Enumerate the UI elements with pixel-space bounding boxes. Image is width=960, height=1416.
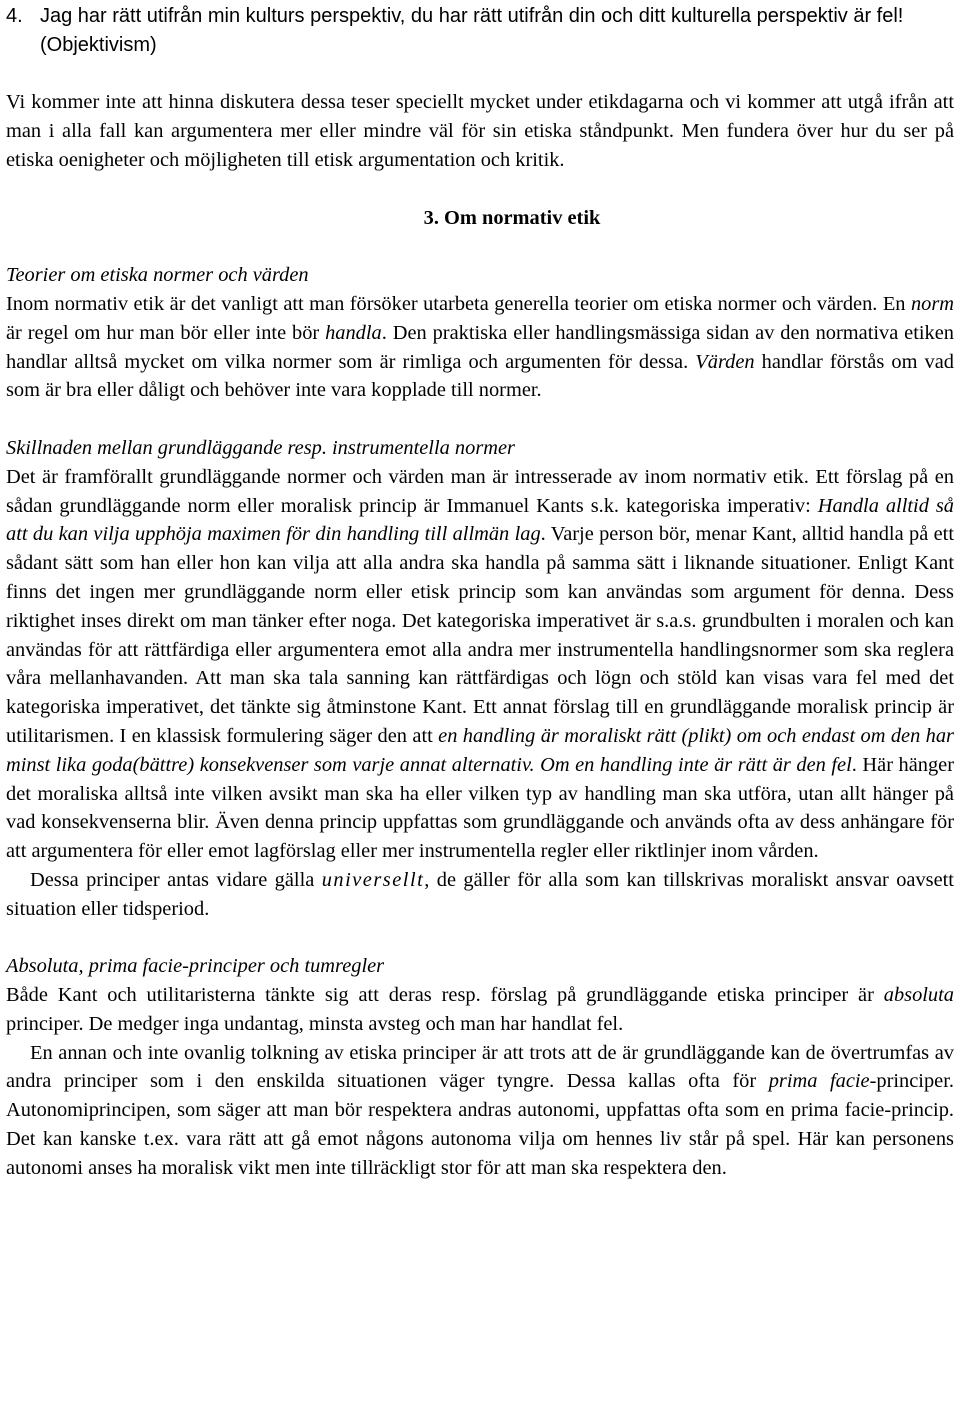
- spacer: [6, 405, 954, 434]
- spacer: [6, 60, 954, 89]
- section-heading: 3. Om normativ etik: [423, 206, 601, 229]
- intro-paragraph: Vi kommer inte att hinna diskutera dessa teser speciellt mycket under etikdagarna och vi kommer att utgå ifrån att man i alla fall kan argumentera mer eller mindre väl för sin etiska ståndpunkt. Men fundera över hur du ser på etiska oenigheter och möjligheten till etisk argumentation och kritik.: [6, 91, 954, 171]
- spacer: [6, 175, 954, 204]
- list-item: [6, 2, 954, 60]
- kant-imperative-quote: Handla alltid så att du kan vilja upphöja maximen för din handling till allmän lag: [6, 494, 954, 546]
- paragraph-absoluta: Både Kant och utilitaristerna tänkte sig att deras resp. förslag på grundläggande etiska principer är absoluta principer. De medger inga undantag, minsta avsteg och man har handlat fel.: [6, 984, 954, 1035]
- subheading-absoluta: Absoluta, prima facie-principer och tumregler: [6, 955, 385, 978]
- list-item-number: 4.: [6, 5, 23, 27]
- term-universellt: universellt: [321, 868, 425, 891]
- subheading-teorier: Teorier om etiska normer och värden: [6, 264, 309, 287]
- term-norm: norm: [910, 292, 954, 315]
- utilitarian-formulation: en handling är moraliskt rätt (plikt) om och endast om den har minst lika goda(bättre) konsekvenser som varje annat alternativ. Om en handling inte är rätt är den fel: [6, 724, 954, 776]
- subheading-skillnaden: Skillnaden mellan grundläggande resp. instrumentella normer: [6, 436, 515, 459]
- paragraph-skillnaden: Det är framförallt grundläggande normer och värden man är intresserade av inom normativ etik. Ett förslag på en sådan grundläggande norm eller moralisk princip är Immanuel Kants s.k. kategoriska imperativ: Handla alltid så att du kan vilja upphöja maximen för din handling till allmän lag. Varje person bör, menar Kant, alltid handla på ett sådant sätt som han eller hon kan vilja att alla andra ska handla på samma sätt i liknande situationer. Enligt Kant finns det ingen mer grundläggande norm eller etisk princip som kan användas som argument för denna. Dess riktighet inses direkt om man tänker efter noga. Det kategoriska imperativet är s.a.s. grundbulten i moralen och kan användas för att rättfärdiga eller argumentera emot alla andra mer instrumentella handlingsnormer som ska reglera våra mellanhavanden. Att man ska tala sanning kan rättfärdigas och lögn och stöld kan visas vara fel med det kategoriska imperativet, det tänkte sig åtminstone Kant. Ett annat förslag till en grundläggande moralisk princip är utilitarismen. I en klassisk formulering säger den att en handling är moraliskt rätt (plikt) om och endast om den har minst lika goda(bättre) konsekvenser som varje annat alternativ. Om en handling inte är rätt är den fel. Här hänger det moraliska alltså inte vilken avsikt man ska ha eller vilken typ av handling man ska utföra, utan allt hänger på vad konsekvenserna blir. Även denna princip uppfattas som grundläggande och används ofta av dess anhängare för att argumentera för eller emot lagförslag eller mer instrumentella regler eller riktlinjer inom vården.: [6, 465, 954, 863]
- term-handla: handla: [325, 321, 382, 344]
- term-absoluta: absoluta: [883, 984, 954, 1007]
- spacer: [6, 232, 954, 261]
- list-item-text: Jag har rätt utifrån min kulturs perspektiv, du har rätt utifrån din och ditt kulturella perspektiv är fel! (Objektivism): [40, 5, 904, 56]
- paragraph-prima-facie: En annan och inte ovanlig tolkning av etiska principer är att trots att de är grundläggande kan de övertrumfas av andra principer som i den enskilda situationen väger tyngre. Dessa kallas ofta för prima facie-principer. Autonomiprincipen, som säger att man bör respektera andras autonomi, uppfattas ofta som en prima facie-princip. Det kan kanske t.ex. vara rätt att gå emot någons autonoma vilja om hennes liv står på spel. Här kan personens autonomi anses ha moralisk vikt men inte tillräckligt stor för att man ska respektera den.: [6, 1041, 954, 1179]
- spacer: [6, 924, 954, 953]
- paragraph-universellt: Dessa principer antas vidare gälla universellt, de gäller för alla som kan tillskrivas moraliskt ansvar oavsett situation eller tidsperiod.: [6, 868, 954, 920]
- term-varden: Värden: [695, 350, 755, 373]
- term-prima-facie: prima facie: [768, 1070, 870, 1093]
- paragraph-teorier: Inom normativ etik är det vanligt att man försöker utarbeta generella teorier om etiska normer och värden. En norm är regel om hur man bör eller inte bör handla. Den praktiska eller handlingsmässiga sidan av den normativa etiken handlar alltså mycket om vilka normer som är rimliga och argumenten för dessa. Värden handlar förstås om vad som är bra eller dåligt och behöver inte vara kopplade till normer.: [6, 292, 954, 402]
